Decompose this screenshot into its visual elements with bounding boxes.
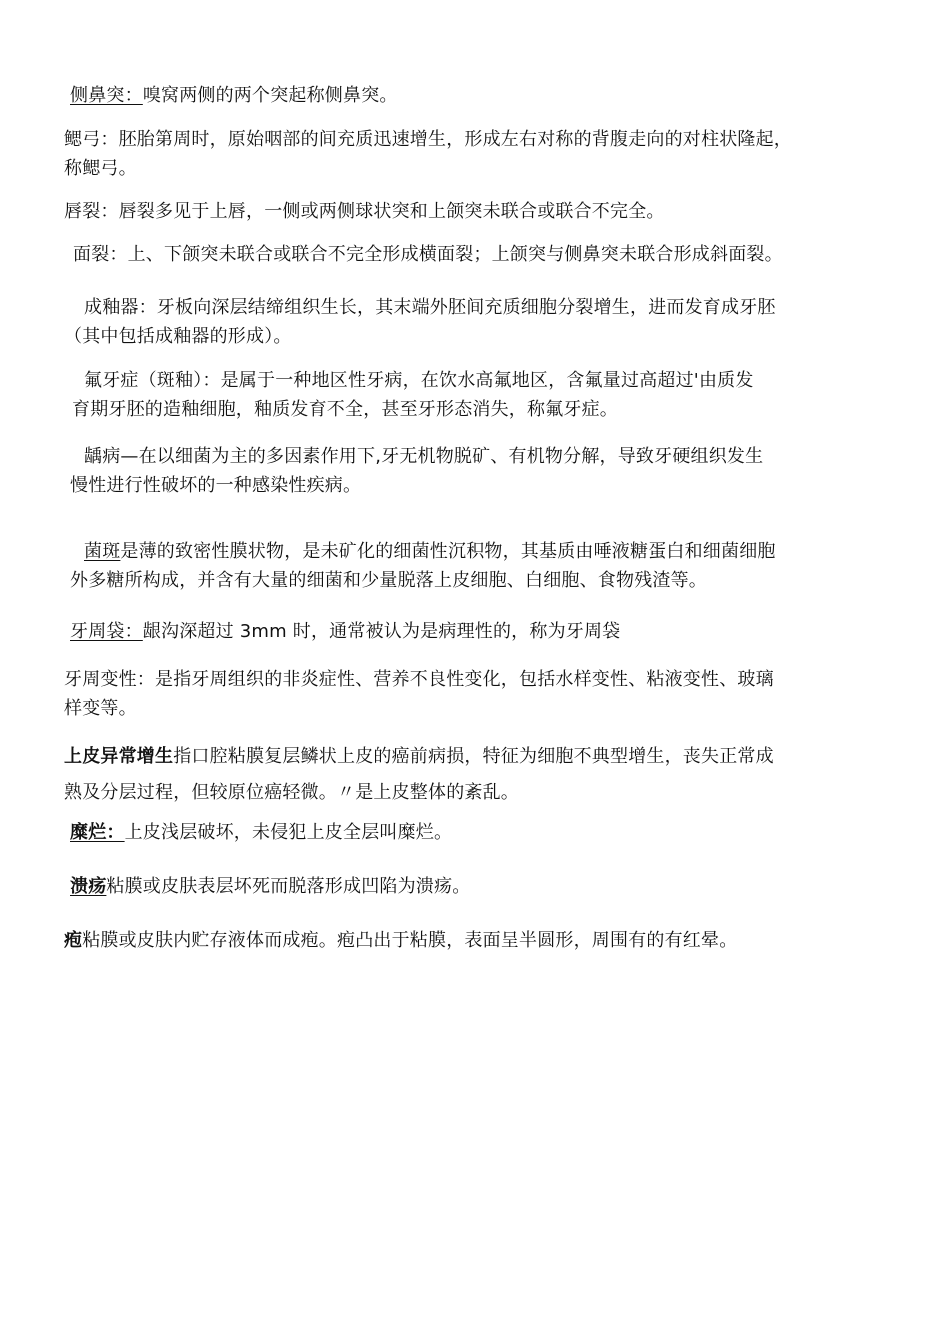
entry-text: 龈沟深超过 3mm 时，通常被认为是病理性的，称为牙周袋	[142, 621, 621, 642]
entry-text-line-2: 熟及分层过程，但较原位癌轻微。〃是上皮整体的紊乱。	[64, 782, 519, 803]
entry-enamel-organ	[64, 293, 776, 351]
entry-text: 唇裂：唇裂多见于上唇，一侧或两侧球状突和上颌突未联合或联合不完全。	[64, 201, 665, 222]
entry-text-line-2: 慢性进行性破坏的一种感染性疾病。	[70, 475, 362, 496]
term-label: 牙周袋：	[70, 621, 143, 642]
entry-text-line-1: 氟牙症（斑釉）：是属于一种地区性牙病，在饮水高氟地区，含氟量过高超过'由质发	[84, 370, 754, 391]
term-label: 菌斑	[84, 541, 121, 562]
entry-periodontal-pocket	[70, 617, 620, 646]
entry-text: 粘膜或皮肤内贮存液体而成疱。疱凸出于粘膜，表面呈半圆形，周围有的有红晕。	[82, 930, 738, 951]
entry-dental-fluorosis	[72, 366, 754, 424]
entry-periodontal-degeneration	[64, 665, 774, 723]
entry-text-line-2: 外多糖所构成，并含有大量的细菌和少量脱落上皮细胞、白细胞、食物残渣等。	[70, 570, 707, 591]
term-label: 糜烂：	[70, 822, 125, 843]
entry-erosion	[70, 818, 452, 847]
entry-facial-cleft	[73, 240, 783, 269]
entry-text-line-2: 育期牙胚的造釉细胞，釉质发育不全，甚至牙形态消失，称氟牙症。	[72, 399, 618, 420]
term-label: 溃疡	[70, 876, 107, 897]
entry-text-line-1: 是薄的致密性膜状物，是未矿化的细菌性沉积物，其基质由唾液糖蛋白和细菌细胞	[120, 541, 776, 562]
entry-text-line-2: 样变等。	[64, 698, 137, 719]
entry-cleft-lip	[64, 197, 665, 226]
entry-text-line-1: 鳃弓：胚胎第周时，原始咽部的间充质迅速增生，形成左右对称的背腹走向的对柱状隆起，	[64, 129, 792, 150]
term-label: 疱	[64, 930, 83, 951]
entry-dental-plaque	[70, 537, 776, 595]
entry-epithelial-dysplasia	[64, 739, 774, 811]
entry-blister	[64, 926, 737, 955]
entry-dental-caries	[70, 442, 763, 500]
entry-text: 面裂：上、下颌突未联合或联合不完全形成横面裂；上颌突与侧鼻突未联合形成斜面裂。	[73, 244, 783, 265]
entry-ulcer	[70, 872, 470, 901]
entry-branchial-arch	[64, 125, 792, 183]
term-label: 侧鼻突：	[70, 85, 143, 106]
entry-text: 上皮浅层破坏，未侵犯上皮全层叫糜烂。	[124, 822, 453, 843]
entry-text-line-2: （其中包括成釉器的形成）。	[64, 326, 292, 347]
entry-text: 嗅窝两侧的两个突起称侧鼻突。	[142, 85, 398, 106]
entry-text-line-2: 称鳃弓。	[64, 158, 137, 179]
term-label: 上皮异常增生	[64, 746, 174, 767]
entry-text-line-1: 龋病—在以细菌为主的多因素作用下,牙无机物脱矿、有机物分解，导致牙硬组织发生	[84, 446, 764, 467]
entry-text-line-1: 牙周变性：是指牙周组织的非炎症性、营养不良性变化，包括水样变性、粘液变性、玻璃	[64, 669, 774, 690]
entry-text: 粘膜或皮肤表层坏死而脱落形成凹陷为溃疡。	[106, 876, 471, 897]
entry-text-line-1: 指口腔粘膜复层鳞状上皮的癌前病损，特征为细胞不典型增生，丧失正常成	[173, 746, 774, 767]
entry-lateral-nasal-process	[70, 81, 398, 110]
entry-text-line-1: 成釉器：牙板向深层结缔组织生长，其末端外胚间充质细胞分裂增生，进而发育成牙胚	[84, 297, 776, 318]
